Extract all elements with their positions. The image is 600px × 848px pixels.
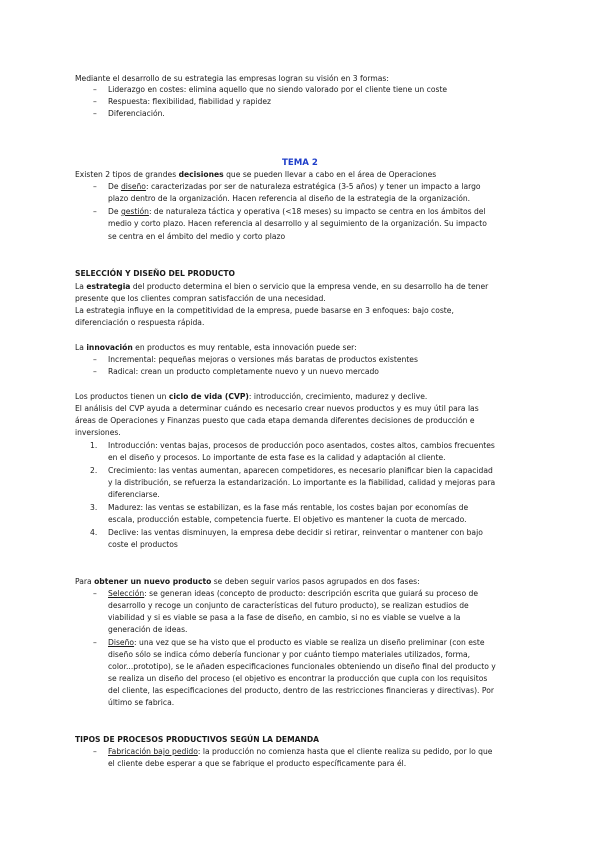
dash-bullet: – [93,367,97,376]
fabricacion-pedido-line-2: el cliente debe esperar a que se fabrique el producto específicamente para él. [108,759,407,768]
estrategia-line-2: presente que los clientes compran satisfacción de una necesidad. [75,294,326,303]
cvp-item-1-line-1: Introducción: ventas bajas, procesos de producción poco asentados, costes altos, cambios frecuentes [108,441,495,450]
cvp-line-1: Los productos tienen un ciclo de vida (CVP): introducción, crecimiento, madurez y declive. [75,392,428,401]
cvp-line-2: El análisis del CVP ayuda a determinar cuándo es necesario crear nuevos productos y es muy útil para las [75,404,479,413]
cvp-item-2-line-2: y la distribución, se refuerza la estandarización. Lo importante es la fiabilidad, calidad y mejoras para [108,478,496,487]
estrategia-line-3: La estrategia influye en la competitividad de la empresa, puede basarse en 3 enfoques: bajo coste, [75,306,454,315]
cvp-item-4-line-2: coste el productos [108,540,178,549]
seleccion-item-line-1: Selección: se generan ideas (concepto de producto: descripción escrita que guiará su proceso de [108,589,479,598]
decision-gestion-line-2: medio y corto plazo. Hacen referencia al desarrollo y al seguimiento de la organización. Su impacto [108,219,487,228]
list-number: 2. [90,466,98,475]
dash-bullet: – [93,747,97,756]
innovacion-paragraph: La innovación en productos es muy rentable, esta innovación puede ser: [75,343,357,352]
section-title-tema-2: TEMA 2 [282,158,318,168]
cvp-item-3-line-2: escala, producción estable, competencia fuerte. El objetivo es mantener la cuota de mercado. [108,515,467,524]
cvp-item-2-line-3: diferenciarse. [108,490,160,499]
cvp-item-3-line-1: Madurez: las ventas se estabilizan, es la fase más rentable, los costes bajan por economías de [108,503,469,512]
dash-bullet: – [93,109,97,118]
dash-bullet: – [93,589,97,598]
diseno-item-line-2: diseño sólo se indica cómo debería funcionar y por cuánto tiempo materiales utilizados, forma, [108,650,471,659]
cvp-item-4-line-1: Declive: las ventas disminuyen, la empresa debe decidir si retirar, reinventar o mantener con bajo [108,528,483,537]
dash-bullet: – [93,97,97,106]
innovacion-item-1: Incremental: pequeñas mejoras o versiones más baratas de productos existentes [108,355,418,364]
tema2-intro: Existen 2 tipos de grandes decisiones que se pueden llevar a cabo en el área de Operaciones [75,170,437,179]
decision-diseno-line-1: De diseño: caracterizadas por ser de naturaleza estratégica (3-5 años) y tener un impacto a largo [108,182,481,191]
list-number: 4. [90,528,98,537]
seleccion-item-line-2: desarrollo y recoge un conjunto de características del futuro producto), se realizan estudios de [108,601,469,610]
dash-bullet: – [93,638,97,647]
heading-tipos-procesos: TIPOS DE PROCESOS PRODUCTIVOS SEGÚN LA DEMANDA [75,735,320,744]
dash-bullet: – [93,85,97,94]
heading-seleccion-diseno: SELECCIÓN Y DISEÑO DEL PRODUCTO [75,269,236,278]
seleccion-item-line-3: viabilidad y si es viable se pasa a la fase de diseño, en cambio, si no es viable se vuelve a la [108,613,461,622]
dash-bullet: – [93,207,97,216]
list-number: 3. [90,503,98,512]
diseno-item-line-6: último se fabrica. [108,698,175,707]
diseno-item-line-1: Diseño: una vez que se ha visto que el producto es viable se realiza un diseño preliminar (con este [108,638,485,647]
intro-item-2: Respuesta: flexibilidad, fiabilidad y rapidez [108,97,272,106]
seleccion-item-line-4: generación de ideas. [108,625,188,634]
decision-gestion-line-1: De gestión: de naturaleza táctica y operativa (<18 meses) su impacto se centra en los ámbitos del [108,207,486,216]
dash-bullet: – [93,355,97,364]
decision-gestion-line-3: se centra en el ámbito del medio y corto plazo [108,232,286,241]
diseno-item-line-5: del cliente, las especificaciones del producto, dentro de las restricciones financieras y directivas). Por [108,686,494,695]
estrategia-line-4: diferenciación o respuesta rápida. [75,318,205,327]
cvp-line-3: áreas de Operaciones y Finanzas puesto que cada etapa demanda diferentes decisiones de producción e [75,416,475,425]
nuevo-producto-paragraph: Para obtener un nuevo producto se deben seguir varios pasos agrupados en dos fases: [75,577,420,586]
innovacion-item-2: Radical: crean un producto completamente nuevo y un nuevo mercado [108,367,379,376]
list-number: 1. [90,441,98,450]
estrategia-line-1: La estrategia del producto determina el bien o servicio que la empresa vende, en su desarrollo ha de tener [75,282,489,291]
cvp-item-2-line-1: Crecimiento: las ventas aumentan, aparecen competidores, es necesario planificar bien la capacidad [108,466,493,475]
diseno-item-line-4: se realiza un diseño del proceso (el objetivo es encontrar la producción que cupla con los requisitos [108,674,488,683]
dash-bullet: – [93,182,97,191]
intro-item-1: Liderazgo en costes: elimina aquello que no siendo valorado por el cliente tiene un coste [108,85,448,94]
cvp-line-4: inversiones. [75,428,121,437]
intro-paragraph: Mediante el desarrollo de su estrategia las empresas logran su visión en 3 formas: [75,74,389,83]
intro-item-3: Diferenciación. [108,109,165,118]
fabricacion-pedido-line-1: Fabricación bajo pedido: la producción no comienza hasta que el cliente realiza su pedido, por lo que [108,747,493,756]
cvp-item-1-line-2: en el diseño y procesos. Lo importante de esta fase es la calidad y adaptación al cliente. [108,453,446,462]
decision-diseno-line-2: plazo dentro de la organización. Hacen referencia al diseño de la estrategia de la organización. [108,194,471,203]
diseno-item-line-3: color...prototipo), se le añaden especificaciones funcionales obteniendo un diseño final del producto y [108,662,496,671]
